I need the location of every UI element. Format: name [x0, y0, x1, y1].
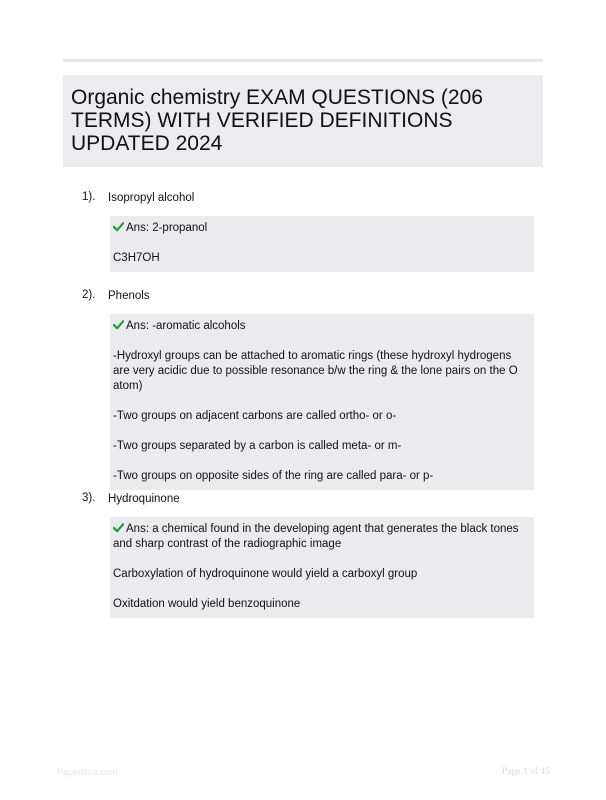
question-number: 2). — [82, 289, 96, 301]
answer-line — [113, 319, 528, 334]
check-icon — [113, 221, 124, 232]
answer-line: -Two groups on adjacent carbons are called ortho- or o- — [113, 410, 397, 422]
question-term: Hydroquinone — [108, 493, 180, 505]
answer-line: -Two groups on opposite sides of the ring are called para- or p- — [113, 470, 434, 482]
check-icon — [113, 522, 124, 533]
answer-text: Ans: -aromatic alcohols — [126, 320, 246, 332]
document-title: Organic chemistry EXAM QUESTIONS (206 TERMS) WITH VERIFIED DEFINITIONS UPDATED 2024 — [71, 86, 483, 155]
check-icon — [113, 319, 124, 330]
answer-box — [110, 517, 534, 618]
page-indicator: Page 1 of 45 — [502, 767, 550, 777]
title-banner — [63, 75, 543, 167]
answer-text: Ans: a chemical found in the developing agent that generates the black tones and sharp contrast of the radiographic image — [113, 523, 519, 550]
answer-line — [113, 221, 528, 236]
question-number: 1). — [82, 191, 96, 203]
answer-line: Oxitdation would yield benzoquinone — [113, 598, 301, 610]
answer-box — [110, 314, 534, 490]
answer-line — [113, 522, 528, 552]
answer-line: Carboxylation of hydroquinone would yield a carboxyl group — [113, 568, 418, 580]
question-number: 3). — [82, 492, 96, 504]
header-rule — [63, 59, 543, 62]
footer-watermark: Paperlibre.com — [57, 767, 118, 777]
answer-text: Ans: 2-propanol — [126, 222, 208, 234]
question-term: Phenols — [108, 290, 150, 302]
answer-line: C3H7OH — [113, 252, 160, 264]
answer-line: -Two groups separated by a carbon is called meta- or m- — [113, 440, 402, 452]
question-term: Isopropyl alcohol — [108, 192, 195, 204]
answer-box — [110, 216, 534, 272]
answer-line: -Hydroxyl groups can be attached to aromatic rings (these hydroxyl hydrogens are very acidic due to possible resonance b/w the ring & the lone pairs on the O atom) — [113, 350, 518, 392]
